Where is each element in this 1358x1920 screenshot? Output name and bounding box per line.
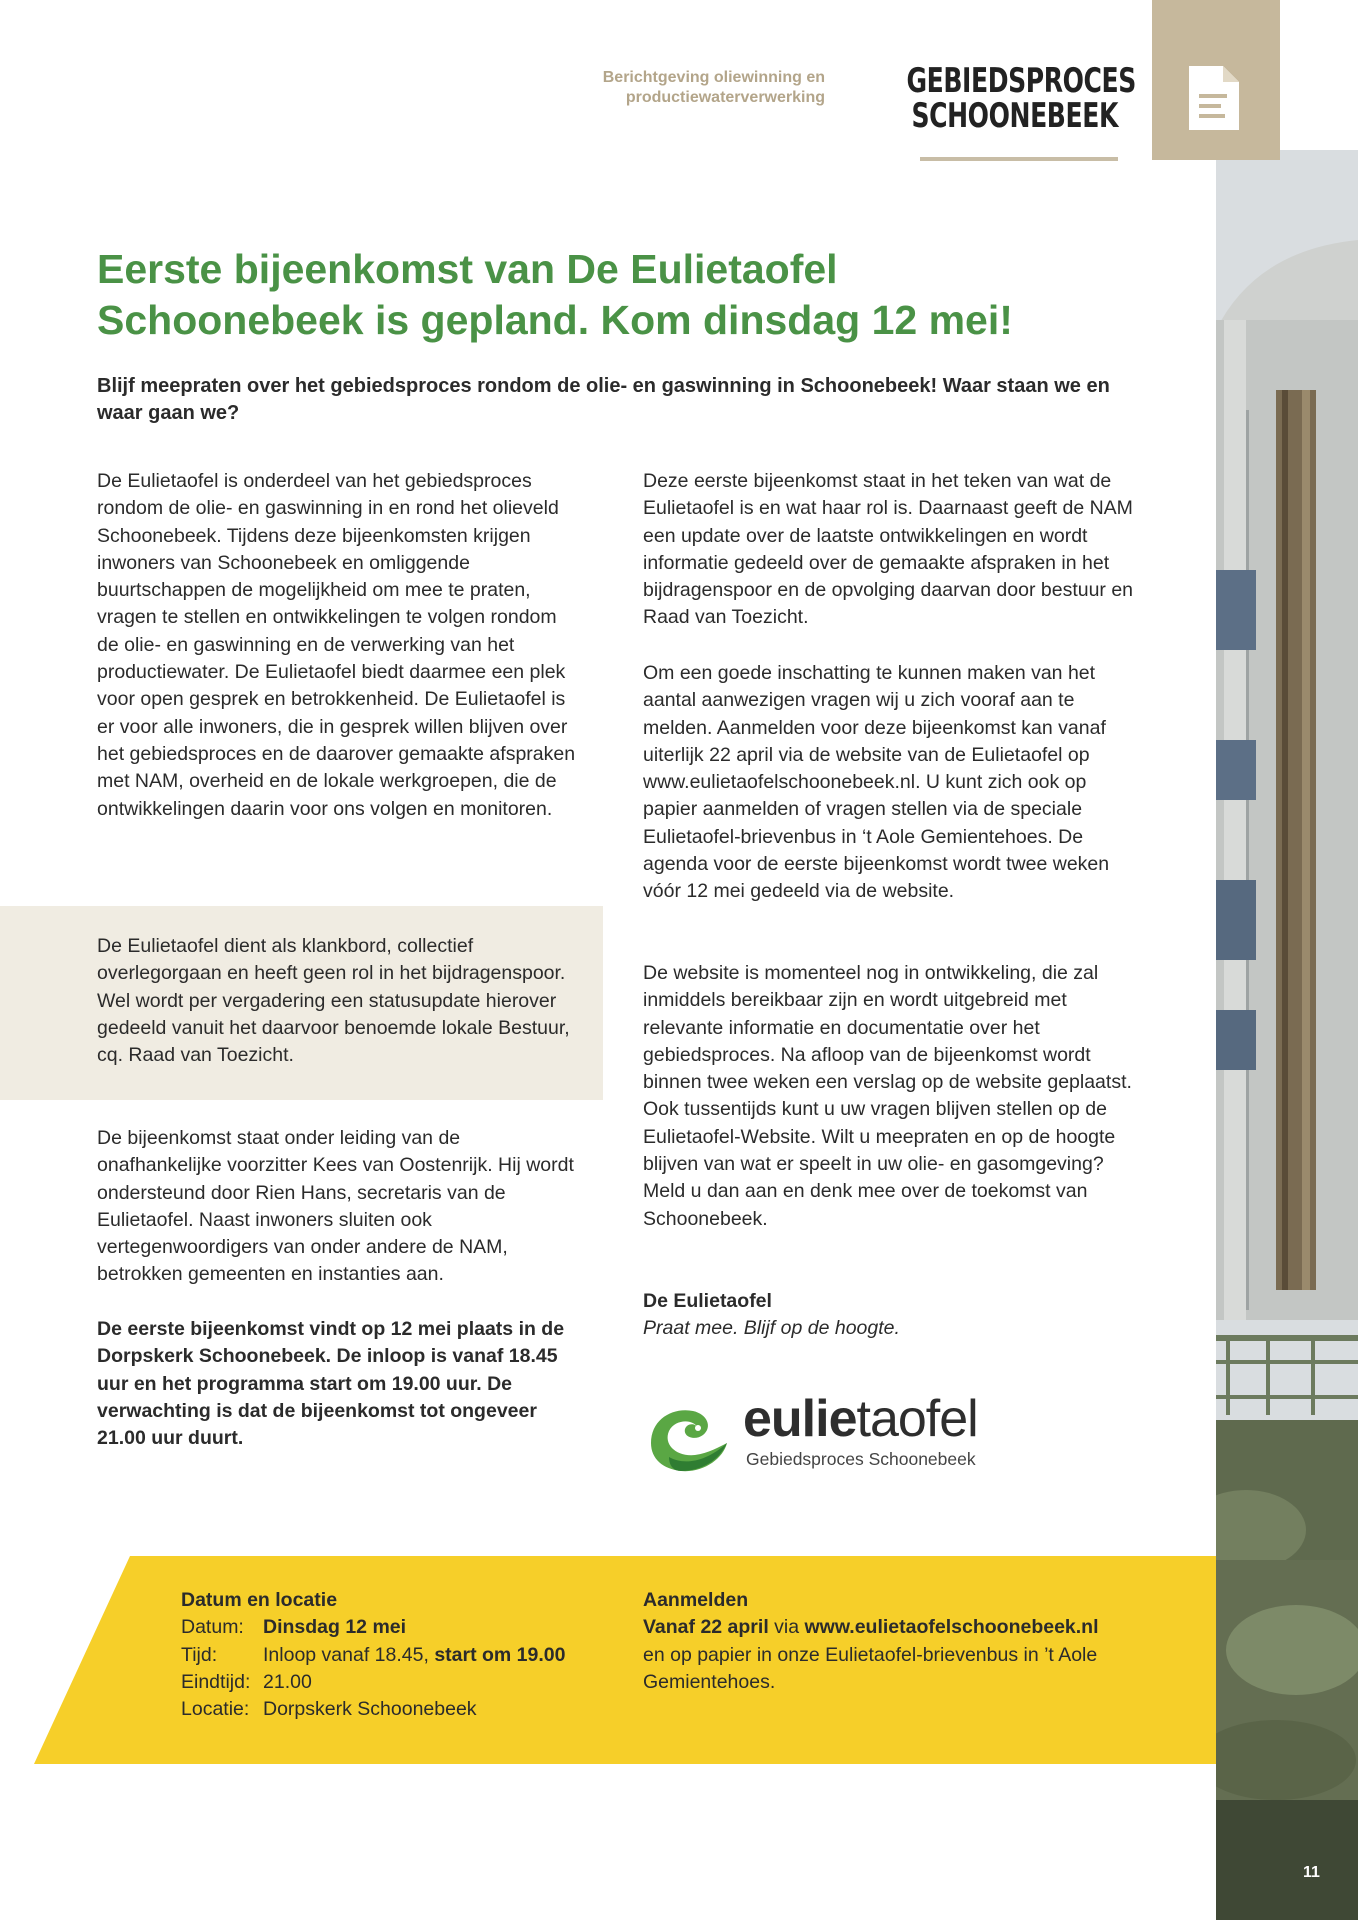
registration-line: Vanaf 22 april via www.eulietaofelschoonebeek.nl: [643, 1616, 1099, 1639]
page-number: 11: [1303, 1864, 1320, 1881]
page-title: [97, 244, 1057, 346]
header-subtitle: [560, 68, 825, 108]
eulietaofel-swirl-logo-icon: [643, 1399, 733, 1479]
logo-tagline: Gebiedsproces Schoonebeek: [746, 1449, 976, 1469]
header-subtitle-line1: Berichtgeving oliewinning en: [602, 69, 825, 86]
left-paragraph-4-bold: De eerste bijeenkomst vindt op 12 mei plaats in de Dorpskerk Schoonebeek. De inloop is vanaf 18.45 uur en het programma start om 19.00 uur. De verwachting is dat de bijeenkomst tot ongeveer 21.00 uur duurt.: [97, 1318, 565, 1450]
header-title-line1: GEBIEDSPROCES: [906, 61, 1136, 101]
page-title-line2: Schoonebeek is gepland. Kom dinsdag 12 mei!: [97, 297, 1013, 343]
registration-paper: en op papier in onze Eulietaofel-brievenbus in ’t Aole Gemientehoes.: [643, 1643, 1098, 1693]
document-icon: [1189, 66, 1239, 130]
event-row-location: Locatie: Dorpskerk Schoonebeek: [181, 1698, 477, 1721]
industrial-photo: [1216, 0, 1358, 1920]
event-row-endtime: Eindtijd: 21.00: [181, 1670, 312, 1693]
header-document-tab: [1152, 0, 1280, 160]
event-row-time: Tijd: Inloop vanaf 18.45, start om 19.00: [181, 1643, 566, 1666]
event-details-title: Datum en locatie: [181, 1589, 338, 1611]
registration-title: Aanmelden: [643, 1589, 749, 1611]
event-details: [181, 1587, 565, 1723]
logo-word-bold: eulie: [743, 1390, 857, 1448]
logo-word-regular: taofel: [856, 1390, 978, 1448]
left-paragraph-3: De bijeenkomst staat onder leiding van de onafhankelijke voorzitter Kees van Oostenrijk. Hij wordt ondersteund door Rien Hans, secretaris van de Eulietaofel. Naast inwoners sluiten ook vertegenwoordigers van onder andere de NAM, betrokken gemeenten en instanties aan.: [97, 1127, 574, 1286]
intro-paragraph: Blijf meepraten over het gebiedsproces rondom de olie- en gaswinning in Schoonebeek! Waar staan we en waar gaan we?: [97, 375, 1110, 424]
signature-slogan: Praat mee. Blijf op de hoogte.: [643, 1317, 900, 1339]
logo-wordmark: [743, 1391, 978, 1447]
header-underline: [920, 157, 1118, 161]
eulietaofel-logo: [643, 1390, 1023, 1480]
header-subtitle-line2: productiewaterverwerking: [625, 89, 825, 106]
header-photo-strip: [1216, 0, 1358, 1920]
right-paragraph-2: Om een goede inschatting te kunnen maken van het aantal aanwezigen vragen wij u zich vooraf aan te melden. Aanmelden voor deze bijeenkomst kan vanaf uiterlijk 22 april via de website van de Eulietaofel op www.eulietaofelschoonebeek.nl. U kunt zich ook op papier aanmelden of vragen stellen via de speciale Eulietaofel-brievenbus in ‘t Aole Gemientehoes. De agenda voor de eerste bijeenkomst wordt twee weken vóór 12 mei gedeeld via de website.: [643, 662, 1110, 903]
right-paragraph-3: De website is momenteel nog in ontwikkeling, die zal inmiddels bereikbaar zijn en wordt uitgebreid met relevante informatie en documentatie over het gebiedsproces. Na afloop van de bijeenkomst wordt binnen twee weken een verslag op de website geplaatst. Ook tussentijds kunt u uw vragen blijven stellen op de Eulietaofel-Website. Wilt u meepraten en op de hoogte blijven van wat er speelt in uw olie- en gasomgeving? Meld u dan aan en denk mee over de toekomst van Schoonebeek.: [643, 962, 1132, 1230]
event-row-date: Datum: Dinsdag 12 mei: [181, 1616, 407, 1639]
left-paragraph-2: De Eulietaofel dient als klankbord, collectief overlegorgaan en heeft geen rol in het bijdragenspoor. Wel wordt per vergadering een statusupdate hierover gedeeld vanuit het daarvoor benoemde lokale Bestuur, cq. Raad van Toezicht.: [97, 935, 570, 1067]
right-paragraph-1: Deze eerste bijeenkomst staat in het teken van wat de Eulietaofel is en wat haar rol is. Daarnaast geeft de NAM een update over de laatste ontwikkelingen en wordt informatie gedeeld over de gemaakte afspraken in het bijdragenspoor en de opvolging daarvan door bestuur en Raad van Toezicht.: [643, 470, 1134, 629]
header-title-line2: SCHOONEBEEK: [911, 96, 1118, 136]
page-title-line1: Eerste bijeenkomst van De Eulietaofel: [97, 246, 838, 292]
header-title: [906, 61, 1136, 136]
signature-name: De Eulietaofel: [643, 1290, 772, 1312]
registration-url[interactable]: www.eulietaofelschoonebeek.nl: [804, 1616, 1099, 1639]
registration-info: [643, 1587, 1163, 1696]
left-paragraph-1: De Eulietaofel is onderdeel van het gebiedsproces rondom de olie- en gaswinning in en rond het olieveld Schoonebeek. Tijdens deze bijeenkomsten krijgen inwoners van Schoonebeek en omliggende buurtschappen de mogelijkheid om mee te praten, vragen te stellen en ontwikkelingen te volgen rondom de olie- en gaswinning en de verwerking van het productiewater. De Eulietaofel biedt daarmee een plek voor open gesprek en betrokkenheid. De Eulietaofel is er voor alle inwoners, die in gesprek willen blijven over het gebiedsproces en de daarover gemaakte afspraken met NAM, overheid en de lokale werkgroepen, die de ontwikkelingen daarin voor ons volgen en monitoren.: [97, 470, 576, 820]
